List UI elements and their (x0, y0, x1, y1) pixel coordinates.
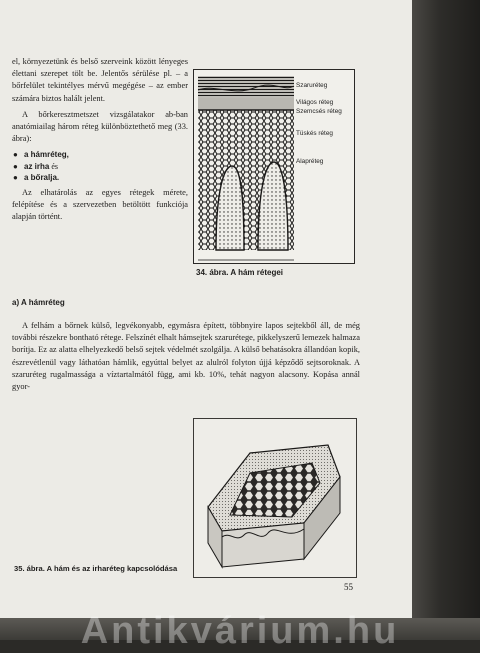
left-column-text (12, 56, 188, 227)
list-item (13, 172, 188, 183)
section-title: a) A hámréteg (12, 298, 65, 307)
list-item (13, 161, 188, 172)
list-item-bold: a hámréteg, (24, 150, 69, 160)
layer-list (12, 149, 188, 183)
delimitation-paragraph: Az elhatárolás az egyes rétegek mérete, felépítése és a szervezetben betöltött funkciója alapján történt. (12, 187, 188, 222)
epidermis-dermis-figure (193, 418, 357, 578)
bullet-icon: ● (13, 150, 18, 160)
list-item-bold: a bőralja. (24, 173, 60, 183)
layer-label-stratum-lucidum: Világos réteg (296, 99, 334, 106)
layers-intro-paragraph: A bőrkeresztmetszet vizsgálatakor ab-ban anatómiailag három réteg különböztethető meg (33. ábra): (12, 109, 188, 144)
list-item (13, 149, 188, 160)
epidermis-body-text (12, 320, 360, 393)
list-item-bold: az irha (24, 161, 50, 171)
list-item-rest: és (49, 161, 59, 171)
bullet-icon: ● (13, 161, 18, 171)
page-number: 55 (344, 582, 353, 592)
bullet-icon: ● (13, 173, 18, 183)
page-edge-shadow (412, 0, 480, 640)
watermark: Antikvárium.hu (80, 610, 400, 652)
skin-block-illustration (194, 419, 356, 577)
figure1-caption: 34. ábra. A hám rétegei (196, 268, 283, 277)
layer-label-stratum-corneum: Szaruréteg (296, 82, 328, 89)
layer-label-stratum-spinosum: Tüskés réteg (296, 130, 333, 137)
layer-label-stratum-basale: Alapréteg (296, 158, 324, 165)
intro-paragraph: el, környezetünk és belső szerveink között lényeges élettani szerepet tölt be. Jelentős sérülése pl. – a bőrfelület tekintélyes mérvű megégése – az ember számára biztos halált jelent. (12, 57, 188, 103)
layer-label-stratum-granulosum: Szemcsés réteg (296, 108, 342, 115)
figure2-caption: 35. ábra. A hám és az irharéteg kapcsolódása (14, 564, 178, 573)
epidermis-layers-figure (193, 69, 355, 264)
epidermis-paragraph: A felhám a bőrnek külső, legvékonyabb, egymásra épített, többnyire lapos sejtekből áll, de még további részekre bontható rétege. Felszínét elhalt hámsejtek szarurétege, pikkelyszerű lemezek halmaza borítja. Ez az alatta elhelyezkedő belső sejtek védelmét szolgálja. A külső behatásokra állandóan kopik, észrevétlenül vagy láthatóan hámlik, egyúttal belyet az alulról folyton újjá képződő sejtsoroknak. A szaruréteg rugalmassága a víztartalmától függ, ami kb. 10%, tehát nagyon alacsony. Kopása annál gyor- (12, 321, 360, 392)
